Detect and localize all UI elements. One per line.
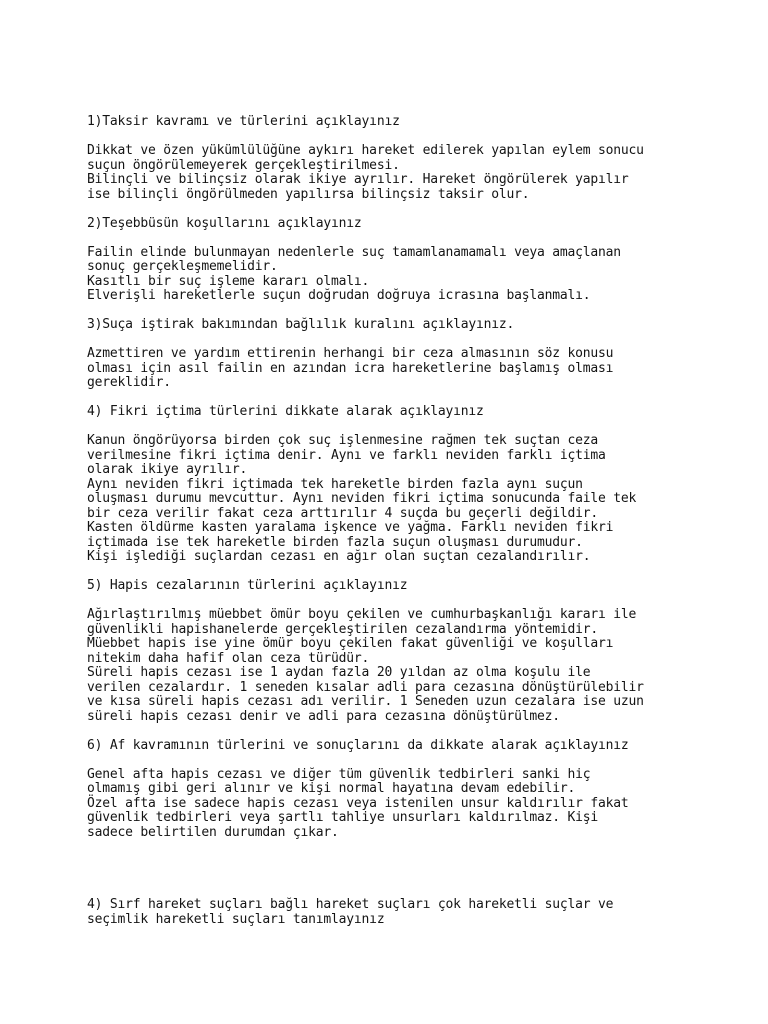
question-3: [87, 318, 727, 333]
answer-line: Kasıtlı bir suç işleme kararı olmalı.: [87, 273, 370, 289]
answer-1: [87, 144, 727, 202]
answer-line: Süreli hapis cezası ise 1 aydan fazla 20 yıldan az olma koşulu ile: [87, 665, 591, 680]
answer-line: Kanun öngörüyorsa birden çok suç işlenmesine rağmen tek suçtan ceza: [87, 433, 598, 448]
answer-line: Kasten öldürme kasten yaralama işkence ve yağma. Farklı neviden fikri: [87, 520, 614, 535]
answer-line: olarak ikiye ayrılır.: [87, 462, 248, 477]
answer-line: Azmettiren ve yardım ettirenin herhangi bir ceza almasının söz konusu: [87, 346, 614, 361]
answer-line: suçun öngörülemeyerek gerçekleştirilmesi.: [87, 157, 400, 173]
answer-line: oluşması durumu mevcuttur. Aynı neviden fikri içtima sonucunda faile tek: [87, 491, 637, 506]
answer-line: Müebbet hapis ise yine ömür boyu çekilen fakat güvenliği ve koşulları: [87, 636, 614, 651]
answer-line: bir ceza verilir fakat ceza arttırılır 4 suçda bu geçerli değildir.: [87, 505, 598, 521]
question-6-line: 6) Af kavramının türlerini ve sonuçlarını da dikkate alarak açıklayınız: [87, 737, 629, 753]
answer-6: [87, 768, 727, 841]
answer-line: Failin elinde bulunmayan nedenlerle suç tamamlanamamalı veya amaçlanan: [87, 244, 621, 260]
question-5-line: 5) Hapis cezalarının türlerini açıklayınız: [87, 578, 408, 593]
final-question-line: seçimlik hareketli suçları tanımlayınız: [87, 911, 385, 927]
answer-line: ve kısa süreli hapis cezası adı verilir. 1 Seneden uzun cezalara ise uzun: [87, 694, 644, 709]
question-1-line: 1)Taksir kavramı ve türlerini açıklayınız: [87, 114, 400, 129]
document-body: [87, 115, 727, 942]
answer-line: Elverişli hareketlerle suçun doğrudan doğruya icrasına başlanmalı.: [87, 288, 591, 303]
final-question: [87, 898, 727, 927]
answer-4: [87, 434, 727, 565]
answer-line: sonuç gerçekleşmemelidir.: [87, 259, 278, 274]
answer-line: Genel afta hapis cezası ve diğer tüm güvenlik tedbirleri sanki hiç: [87, 766, 591, 782]
final-question-line: 4) Sırf hareket suçları bağlı hareket suçları çok hareketli suçlar ve: [87, 897, 614, 912]
answer-3: [87, 347, 727, 391]
answer-line: ise bilinçli öngörülmeden yapılırsa bilinçsiz taksir olur.: [87, 186, 530, 202]
answer-line: olması için asıl failin en azından icra hareketlerine başlamış olması: [87, 360, 614, 376]
answer-line: Kişi işlediği suçlardan cezası en ağır olan suçtan cezalandırılır.: [87, 549, 591, 564]
question-1: [87, 115, 727, 130]
answer-line: Bilinçli ve bilinçsiz olarak ikiye ayrılır. Hareket öngörülerek yapılır: [87, 172, 629, 187]
question-2-line: 2)Teşebbüsün koşullarını açıklayınız: [87, 215, 362, 231]
answer-line: olmamış gibi geri alınır ve kişi normal hayatına devam edebilir.: [87, 781, 576, 796]
answer-line: içtimada ise tek hareketle birden fazla suçun oluşması durumudur.: [87, 534, 583, 550]
spacer: [87, 855, 727, 899]
answer-line: verilen cezalardır. 1 seneden kısalar adli para cezasına dönüştürülebilir: [87, 679, 644, 695]
question-5: [87, 579, 727, 594]
answer-line: güvenlikli hapishanelerde gerçekleştirilen cezalandırma yöntemidir.: [87, 621, 598, 637]
question-6: [87, 739, 727, 754]
answer-line: Ağırlaştırılmış müebbet ömür boyu çekilen ve cumhurbaşkanlığı kararı ile: [87, 607, 637, 622]
answer-line: Dikkat ve özen yükümlülüğüne aykırı hareket edilerek yapılan eylem sonucu: [87, 143, 644, 158]
answer-line: Aynı neviden fikri içtimada tek hareketle birden fazla aynı suçun: [87, 476, 583, 492]
answer-line: sadece belirtilen durumdan çıkar.: [87, 824, 339, 840]
answer-line: gereklidir.: [87, 375, 171, 390]
answer-line: Özel afta ise sadece hapis cezası veya istenilen unsur kaldırılır fakat: [87, 795, 629, 811]
answer-5: [87, 608, 727, 724]
answer-line: nitekim daha hafif olan ceza türüdür.: [87, 650, 370, 666]
answer-line: verilmesine fikri içtima denir. Aynı ve farklı neviden farklı içtima: [87, 447, 606, 463]
answer-2: [87, 246, 727, 304]
question-2: [87, 217, 727, 232]
answer-line: süreli hapis cezası denir ve adli para cezasına dönüştürülmez.: [87, 708, 560, 724]
question-4-line: 4) Fikri içtima türlerini dikkate alarak açıklayınız: [87, 404, 484, 419]
question-3-line: 3)Suça iştirak bakımından bağlılık kuralını açıklayınız.: [87, 317, 515, 332]
answer-line: güvenlik tedbirleri veya şartlı tahliye unsurları kaldırılmaz. Kişi: [87, 810, 598, 825]
question-4: [87, 405, 727, 420]
